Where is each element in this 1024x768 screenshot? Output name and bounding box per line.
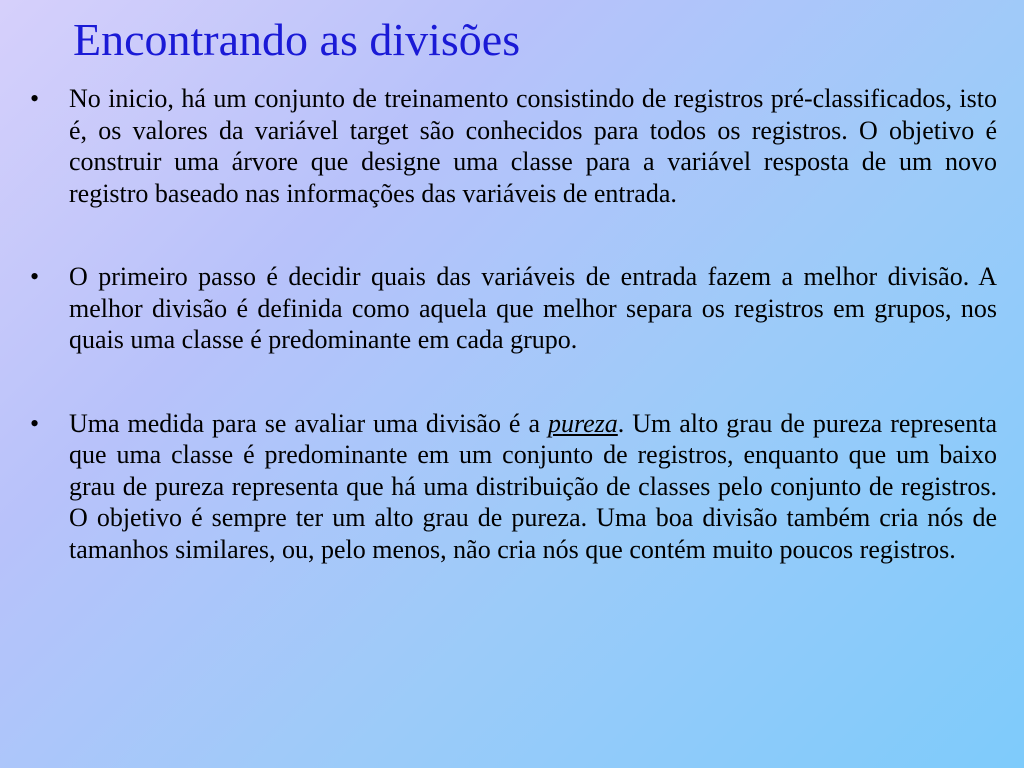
bullet-text: No inicio, há um conjunto de treinamento consistindo de registros pré-classificados, isto é, os valores da variável target são conhecidos para todos os registros. O objetivo é construir uma árvore que designe uma classe para a variável resposta de um novo registro baseado nas informações das variáveis de entrada.: [69, 84, 997, 208]
bullet-item-purity-measure: [30, 408, 997, 566]
bullet-list: [30, 83, 997, 565]
bullet-icon: •: [30, 408, 40, 438]
bullet-item-first-step: [30, 261, 997, 356]
bullet-icon: •: [30, 262, 40, 291]
bullet-icon: •: [30, 84, 40, 113]
slide-title: Encontrando as divisões: [73, 14, 521, 65]
emphasized-term-pureza: pureza: [547, 408, 618, 438]
bullet-text-after: . Um alto grau de pureza representa que uma classe é predominante em um conjunto de registros, enquanto que um baixo grau de pureza representa que há uma distribuição de classes pelo conjunto de registros. O objetivo é sempre ter um alto grau de pureza. Uma boa divisão também cria nós de tamanhos similares, ou, pelo menos, não cria nós que contém muito poucos registros.: [69, 408, 998, 564]
bullet-text: O primeiro passo é decidir quais das variáveis de entrada fazem a melhor divisão. A melhor divisão é definida como aquela que melhor separa os registros em grupos, nos quais uma classe é predominante em cada grupo.: [69, 262, 997, 354]
bullet-text-before: Uma medida para se avaliar uma divisão é a: [69, 408, 548, 438]
bullet-item-initial-training-set: [30, 83, 997, 209]
